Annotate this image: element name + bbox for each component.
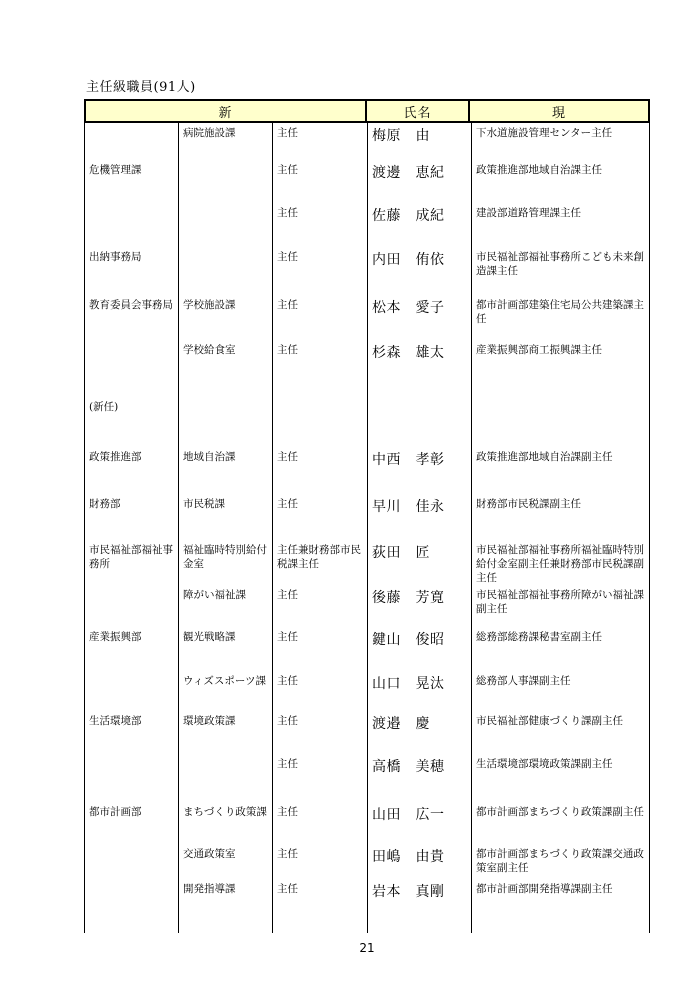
cell-person-name: 杉森 雄太 <box>367 340 471 397</box>
cell-new-title: 主任 <box>272 295 367 340</box>
page-number: 21 <box>359 941 375 955</box>
cell-person-name: 渡邊 恵紀 <box>367 160 471 203</box>
cell-new-department <box>85 123 178 160</box>
cell-new-title: 主任 <box>272 671 367 711</box>
table-header-row <box>84 99 650 123</box>
table-row <box>85 754 649 802</box>
page-title: 主任級職員(91人) <box>86 80 196 95</box>
cell-new-title: 主任 <box>272 203 367 247</box>
cell-person-name: 梅原 由 <box>367 123 471 160</box>
cell-new-division: 環境政策課 <box>178 711 272 754</box>
cell-new-division: まちづくり政策課 <box>178 802 272 844</box>
cell-new-title: 主任 <box>272 494 367 540</box>
cell-person-name: 松本 愛子 <box>367 295 471 340</box>
cell-new-division <box>178 754 272 802</box>
cell-new-department: 教育委員会事務局 <box>89 299 173 311</box>
cell-new-department: 財務部 <box>89 498 121 510</box>
cell-current-position: 建設部道路管理課主任 <box>471 203 649 247</box>
cell-person-name: 高橋 美穂 <box>367 754 471 802</box>
table-row <box>85 711 649 754</box>
cell-person-name: 鍵山 俊昭 <box>367 627 471 671</box>
cell-new-department: 出納事務局 <box>89 251 142 263</box>
cell-new-department: 産業振興部 <box>89 631 142 643</box>
cell-new-division: ウィズスポーツ課 <box>178 671 272 711</box>
table-row <box>85 671 649 711</box>
cell-new-division: 市民税課 <box>178 494 272 540</box>
cell-new-department <box>85 754 178 802</box>
cell-new-title: 主任 <box>272 447 367 494</box>
cell-new-title: 主任兼財務部市民税課主任 <box>272 540 367 585</box>
cell-new-department: (新任) <box>89 401 119 413</box>
table-row <box>85 247 649 295</box>
cell-current-position: 都市計画部開発指導課副主任 <box>471 879 649 933</box>
cell-new-department: 市民福祉部福祉事務所 <box>89 544 173 571</box>
cell-person-name: 早川 佳永 <box>367 494 471 540</box>
personnel-table <box>84 99 650 933</box>
cell-current-position: 下水道施設管理センター主任 <box>471 123 649 160</box>
cell-new-title: 主任 <box>272 879 367 933</box>
table-row <box>85 494 649 540</box>
cell-new-division: 障がい福祉課 <box>178 585 272 627</box>
column-header-new: 新 <box>86 101 367 121</box>
cell-new-division: 病院施設課 <box>178 123 272 160</box>
cell-new-department <box>85 203 178 247</box>
cell-new-title: 主任 <box>272 711 367 754</box>
cell-current-position: 総務部総務課秘書室副主任 <box>471 627 649 671</box>
cell-new-title: 主任 <box>272 754 367 802</box>
cell-new-division <box>178 247 272 295</box>
cell-new-division <box>178 160 272 203</box>
cell-new-division: 学校給食室 <box>178 340 272 397</box>
table-row <box>85 540 649 585</box>
cell-new-title <box>272 397 367 447</box>
cell-person-name: 内田 侑依 <box>367 247 471 295</box>
cell-current-position: 市民福祉部福祉事務所障がい福祉課副主任 <box>471 585 649 627</box>
cell-new-title: 主任 <box>272 160 367 203</box>
cell-current-position: 政策推進部地域自治課副主任 <box>471 447 649 494</box>
cell-current-position: 都市計画部まちづくり政策課副主任 <box>471 802 649 844</box>
cell-person-name: 荻田 匠 <box>367 540 471 585</box>
cell-person-name: 山田 広一 <box>367 802 471 844</box>
cell-new-title: 主任 <box>272 340 367 397</box>
cell-new-title: 主任 <box>272 123 367 160</box>
cell-current-position: 都市計画部建築住宅局公共建築課主任 <box>471 295 649 340</box>
cell-new-title: 主任 <box>272 247 367 295</box>
table-row <box>85 627 649 671</box>
cell-person-name: 中西 孝彰 <box>367 447 471 494</box>
cell-person-name: 岩本 真剛 <box>367 879 471 933</box>
table-row <box>85 340 649 397</box>
cell-current-position: 都市計画部まちづくり政策課交通政策室副主任 <box>471 844 649 879</box>
table-body <box>84 123 650 933</box>
cell-person-name: 渡邉 慶 <box>367 711 471 754</box>
table-row <box>85 447 649 494</box>
cell-new-department <box>85 844 178 879</box>
cell-person-name: 山口 晃汰 <box>367 671 471 711</box>
column-header-name: 氏名 <box>367 101 470 121</box>
cell-new-division: 観光戦略課 <box>178 627 272 671</box>
table-row <box>85 295 649 340</box>
table-row <box>85 160 649 203</box>
cell-new-division: 開発指導課 <box>178 879 272 933</box>
cell-current-position: 市民福祉部福祉事務所福祉臨時特別給付金室副主任兼財務部市民税課副主任 <box>471 540 649 585</box>
table-row <box>85 879 649 933</box>
cell-current-position <box>471 397 649 447</box>
cell-new-division <box>178 203 272 247</box>
cell-new-division: 交通政策室 <box>178 844 272 879</box>
table-row <box>85 123 649 160</box>
cell-new-division: 学校施設課 <box>178 295 272 340</box>
cell-current-position: 総務部人事課副主任 <box>471 671 649 711</box>
cell-new-department: 都市計画部 <box>89 806 142 818</box>
cell-new-department <box>85 879 178 933</box>
cell-new-department <box>85 340 178 397</box>
cell-new-department <box>85 585 178 627</box>
table-row <box>85 585 649 627</box>
cell-new-division: 地域自治課 <box>178 447 272 494</box>
cell-current-position: 産業振興部商工振興課主任 <box>471 340 649 397</box>
cell-person-name: 後藤 芳寛 <box>367 585 471 627</box>
cell-person-name <box>367 397 471 447</box>
cell-new-title: 主任 <box>272 585 367 627</box>
cell-new-department <box>85 671 178 711</box>
cell-current-position: 生活環境部環境政策課副主任 <box>471 754 649 802</box>
cell-current-position: 市民福祉部健康づくり課副主任 <box>471 711 649 754</box>
cell-current-position: 市民福祉部福祉事務所こども未来創造課主任 <box>471 247 649 295</box>
cell-new-division <box>178 397 272 447</box>
cell-new-department: 政策推進部 <box>89 451 142 463</box>
cell-person-name: 佐藤 成紀 <box>367 203 471 247</box>
cell-new-department: 生活環境部 <box>89 715 142 727</box>
table-row <box>85 203 649 247</box>
cell-current-position: 政策推進部地域自治課主任 <box>471 160 649 203</box>
cell-new-title: 主任 <box>272 627 367 671</box>
cell-new-title: 主任 <box>272 802 367 844</box>
cell-new-department: 危機管理課 <box>89 164 142 176</box>
table-row <box>85 397 649 447</box>
cell-current-position: 財務部市民税課副主任 <box>471 494 649 540</box>
cell-new-division: 福祉臨時特別給付金室 <box>178 540 272 585</box>
table-row <box>85 802 649 844</box>
cell-person-name: 田嶋 由貴 <box>367 844 471 879</box>
cell-new-title: 主任 <box>272 844 367 879</box>
table-row <box>85 844 649 879</box>
column-header-current: 現 <box>551 105 566 121</box>
